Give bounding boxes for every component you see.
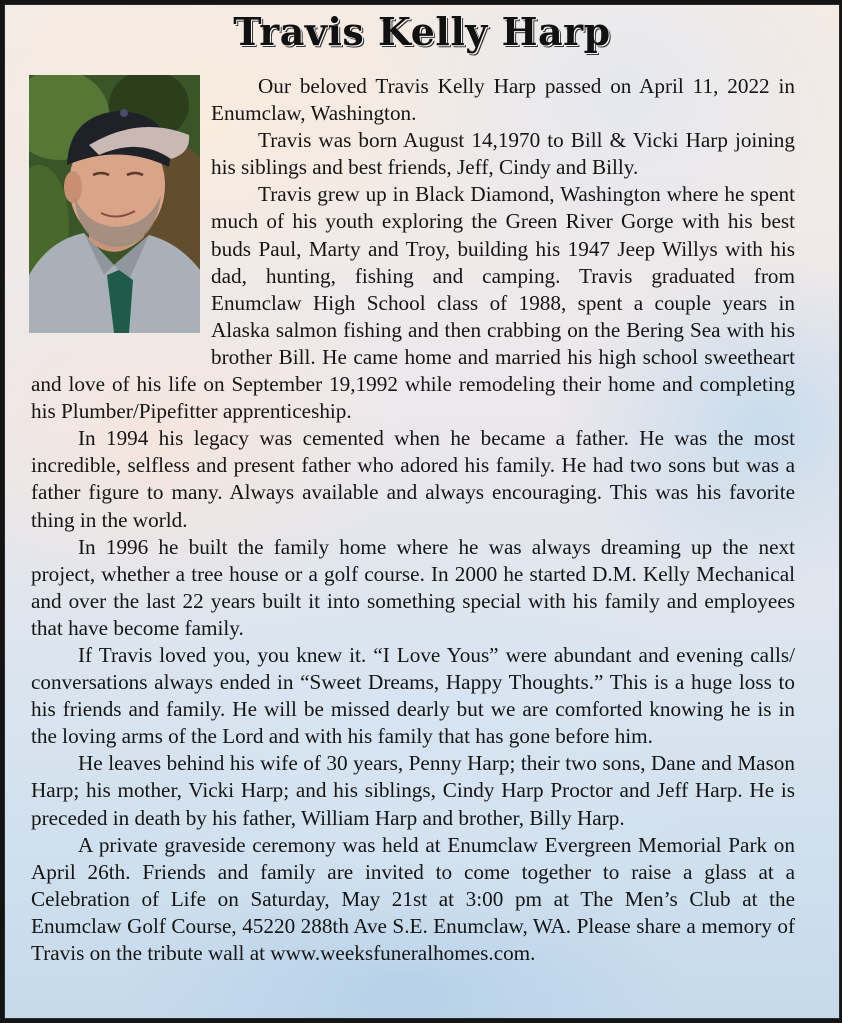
photo-wrap-spacer — [31, 73, 211, 346]
paragraph-love: If Travis loved you, you knew it. “I Love Yous” were abundant and evening calls/ conversations always ended in “Sweet Dreams, Happy Thoughts.” This is a huge loss to his friends and family. He will be missed dearly but we are comforted knowing he is in the loving arms of the Lord and with his family that has gone before him. — [31, 642, 795, 749]
obituary-title: Travis Kelly Harp — [233, 9, 611, 54]
paragraph-survivors: He leaves behind his wife of 30 years, Penny Harp; their two sons, Dane and Mason Harp; his mother, Vicki Harp; and his siblings, Cindy Harp Proctor and Jeff Harp. He is preceded in death by his father, William Harp and brother, Billy Harp. — [31, 751, 795, 830]
obituary-card — [4, 4, 840, 1019]
paragraph-services: A private graveside ceremony was held at Enumclaw Evergreen Memorial Park on April 26th. Friends and family are invited to come together to raise a glass at a Celebration of Life on Saturday, May 21st at 3:00 pm at The Men’s Club at the Enumclaw Golf Course, 45220 288th Ave S.E. Enumclaw, WA. Please share a memory of Travis on the tribute wall at www.weeksfuneralhomes.com. — [31, 832, 795, 965]
paragraph-youth: Travis grew up in Black Diamond, Washington where he spent much of his youth exploring the Green River Gorge with his best buds Paul, Marty and Troy, building his 1947 Jeep Willys with his dad, hunting, fishing and camping. Travis graduated from Enumclaw High School class of 1988, spent a couple years in Alaska salmon fishing and then crabbing on the Bering Sea with his brother Bill. He came home and married his high school sweetheart and love of his life on September 19,1992 while remodeling their home and completing his Plumber/Pipefitter apprenticeship. — [31, 182, 795, 424]
paragraph-career: In 1996 he built the family home where he was always dreaming up the next project, whether a tree house or a golf course. In 2000 he started D.M. Kelly Mechanical and over the last 22 years built it into something special with his family and employees that have become family. — [31, 534, 795, 640]
obituary-body — [31, 73, 795, 967]
paragraph-fatherhood: In 1994 his legacy was cemented when he became a father. He was the most incredible, selfless and present father who adored his family. He had two sons but was a father figure to many. Always available and always encouraging. This was his favorite thing in the world. — [31, 426, 795, 532]
paragraph-passing: Our beloved Travis Kelly Harp passed on April 11, 2022 in Enumclaw, Washington. — [211, 74, 795, 126]
paragraph-birth: Travis was born August 14,1970 to Bill & Vicki Harp joining his siblings and best friends, Jeff, Cindy and Billy. — [211, 128, 795, 180]
